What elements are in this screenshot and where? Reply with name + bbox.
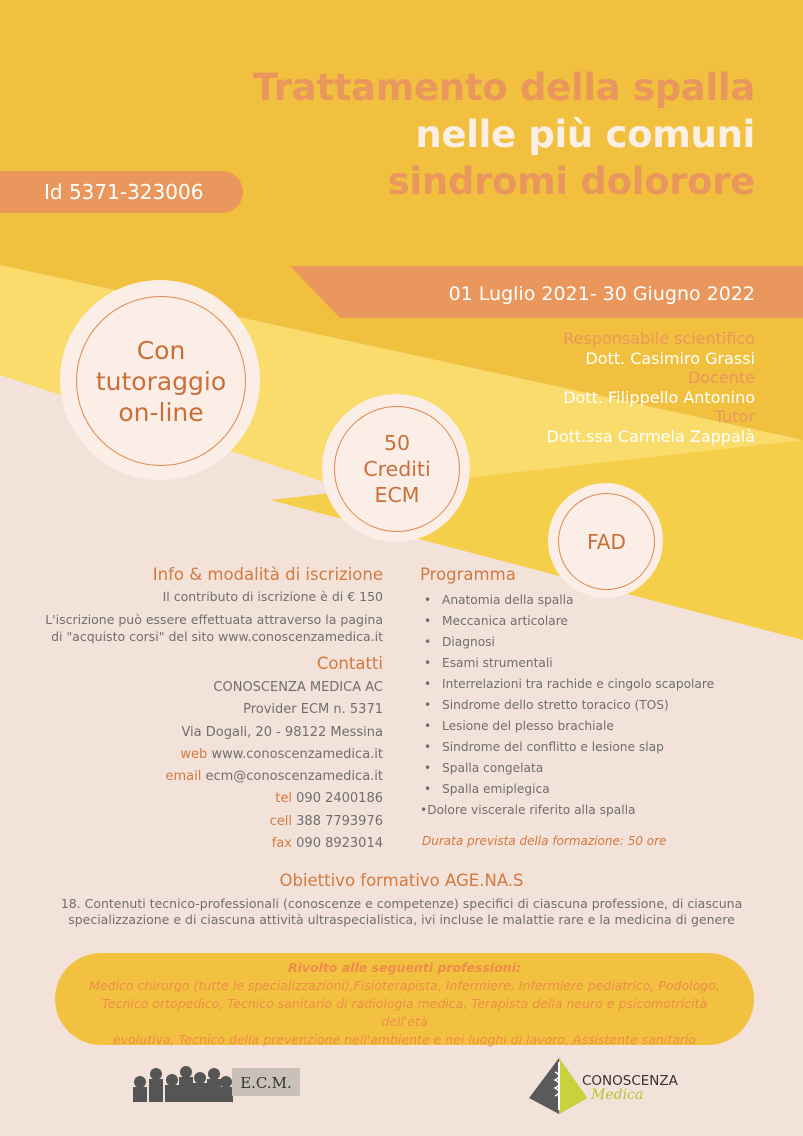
tutoring-line-2: tutoraggio [95,366,227,396]
tel-value: 090 2400186 [296,791,383,807]
tutoring-badge-ring [76,296,246,466]
contact-fax-row [165,833,383,855]
logo-brand-line-2: Medica [591,1087,644,1103]
program-item: • Lesione del plesso brachiale [424,719,614,733]
responsabile-label: Responsabile scientifico [563,329,755,348]
email-value[interactable]: ecm@conoscenzamedica.it [205,769,383,785]
contact-company: CONOSCENZA MEDICA AC [213,680,383,695]
contacts-section [165,653,383,855]
contacts-heading: Contatti [316,654,383,673]
course-id-badge: Id 5371-323006 [0,171,243,213]
ecm-logo [128,1062,302,1102]
ecm-logo-text: E.C.M. [240,1074,292,1092]
program-item: • Sindrome dello stretto toracico (TOS) [424,698,669,712]
tutoring-line-3: on-line [118,397,204,427]
contact-address: Via Dogali, 20 - 98122 Messina [181,724,383,740]
info-signup-2: di "acquisto corsi" del sito www.conoscenzamedica.it [51,629,383,644]
conoscenza-medica-logo [529,1052,729,1122]
objective-heading: Obiettivo formativo AGE.NA.S [279,871,524,890]
program-duration: Durata prevista della formazione: 50 ore [422,834,667,848]
tutor-name: Dott.ssa Carmela Zappalà [546,426,755,446]
tutoring-line-1: Con [136,335,186,365]
professions-heading: Rivolto alle seguenti professioni: [288,960,521,975]
program-item: • Spalla emiplegica [424,782,550,796]
program-item: • Interrelazioni tra rachide e cingolo scapolare [424,677,715,691]
objective-section [40,871,763,928]
info-section [45,565,383,645]
responsabile-name: Dott. Casimiro Grassi [585,348,755,368]
professions-line-2: Tecnico ortopedico, Tecnico sanitario di radiologia medica, Terapista della neuro e psicomotricità dell'età [101,996,708,1029]
email-label: email [165,769,202,785]
cell-label: cell [269,813,293,829]
course-title [253,64,755,205]
program-item: • Sindrome del conflitto e lesione slap [424,740,664,754]
program-list [420,590,714,821]
course-dates: 01 Luglio 2021- 30 Giugno 2022 [448,283,755,305]
fax-value: 090 8923014 [296,836,383,852]
professions-line-1: Medico chirurgo (tutte le specializzazioni),Fisioterapista, Infermiere, Infermiere pediatrico, Podologo, [89,978,720,993]
program-item: • Esami strumentali [424,656,553,670]
info-fee: Il contributo di iscrizione è di € 150 [162,589,383,604]
program-item: • Anatomia della spalla [424,593,574,607]
credits-badge [322,394,470,542]
program-item: • Meccanica articolare [424,614,568,628]
title-line-3: sindromi dolorore [387,160,755,203]
program-heading: Programma [420,565,516,584]
web-label: web [180,746,208,762]
cell-value: 388 7793976 [296,813,383,829]
logo-brand-line-1: CONOSCENZA [582,1073,678,1089]
fax-label: fax [271,836,293,852]
tel-label: tel [275,791,293,807]
credits-ecm: ECM [374,483,420,507]
tutor-label: Tutor [714,407,755,426]
contact-web-row [165,744,383,766]
docente-name: Dott. Filippello Antonino [563,387,755,407]
contact-tel-row [165,788,383,810]
credits-word: Crediti [363,457,431,481]
title-line-1: Trattamento della spalla [252,66,755,109]
objective-line-1: 18. Contenuti tecnico-professionali (conoscenze e competenze) specifici di ciascuna professione, di ciascuna [60,896,743,911]
objective-line-2: specializzazione e di ciascuna attività ultraspecialistica, ivi incluse le malattie rare e la medicina di genere [68,912,735,927]
program-section [420,565,714,821]
info-heading: Info & modalità di iscrizione [152,565,383,584]
info-signup-1: L'iscrizione può essere effettuata attraverso la pagina [45,612,383,627]
credits-badge-ring [334,406,460,532]
docente-label: Docente [687,368,755,387]
program-item: • Diagnosi [424,635,495,649]
tutoring-badge [60,280,260,480]
contact-cell-row [165,811,383,833]
staff-list [547,329,755,446]
professions-box [55,953,754,1045]
title-line-2: nelle più comuni [415,113,755,156]
conoscenza-medica-graphic [529,1052,729,1118]
fad-label: FAD [587,529,626,554]
ecm-logo-graphic [128,1062,302,1102]
contact-provider: Provider ECM n. 5371 [243,702,383,718]
credits-number: 50 [383,431,411,455]
program-item-last: •Dolore viscerale riferito alla spalla [420,803,636,817]
contact-email-row [165,766,383,788]
program-item: • Spalla congelata [424,761,544,775]
web-value[interactable]: www.conoscenzamedica.it [211,746,383,762]
objective-text [40,896,763,928]
professions-line-3: evolutiva, Tecnico della prevenzione nell'ambiente e nei luoghi di lavoro, Assistente sanitario [112,1032,697,1047]
